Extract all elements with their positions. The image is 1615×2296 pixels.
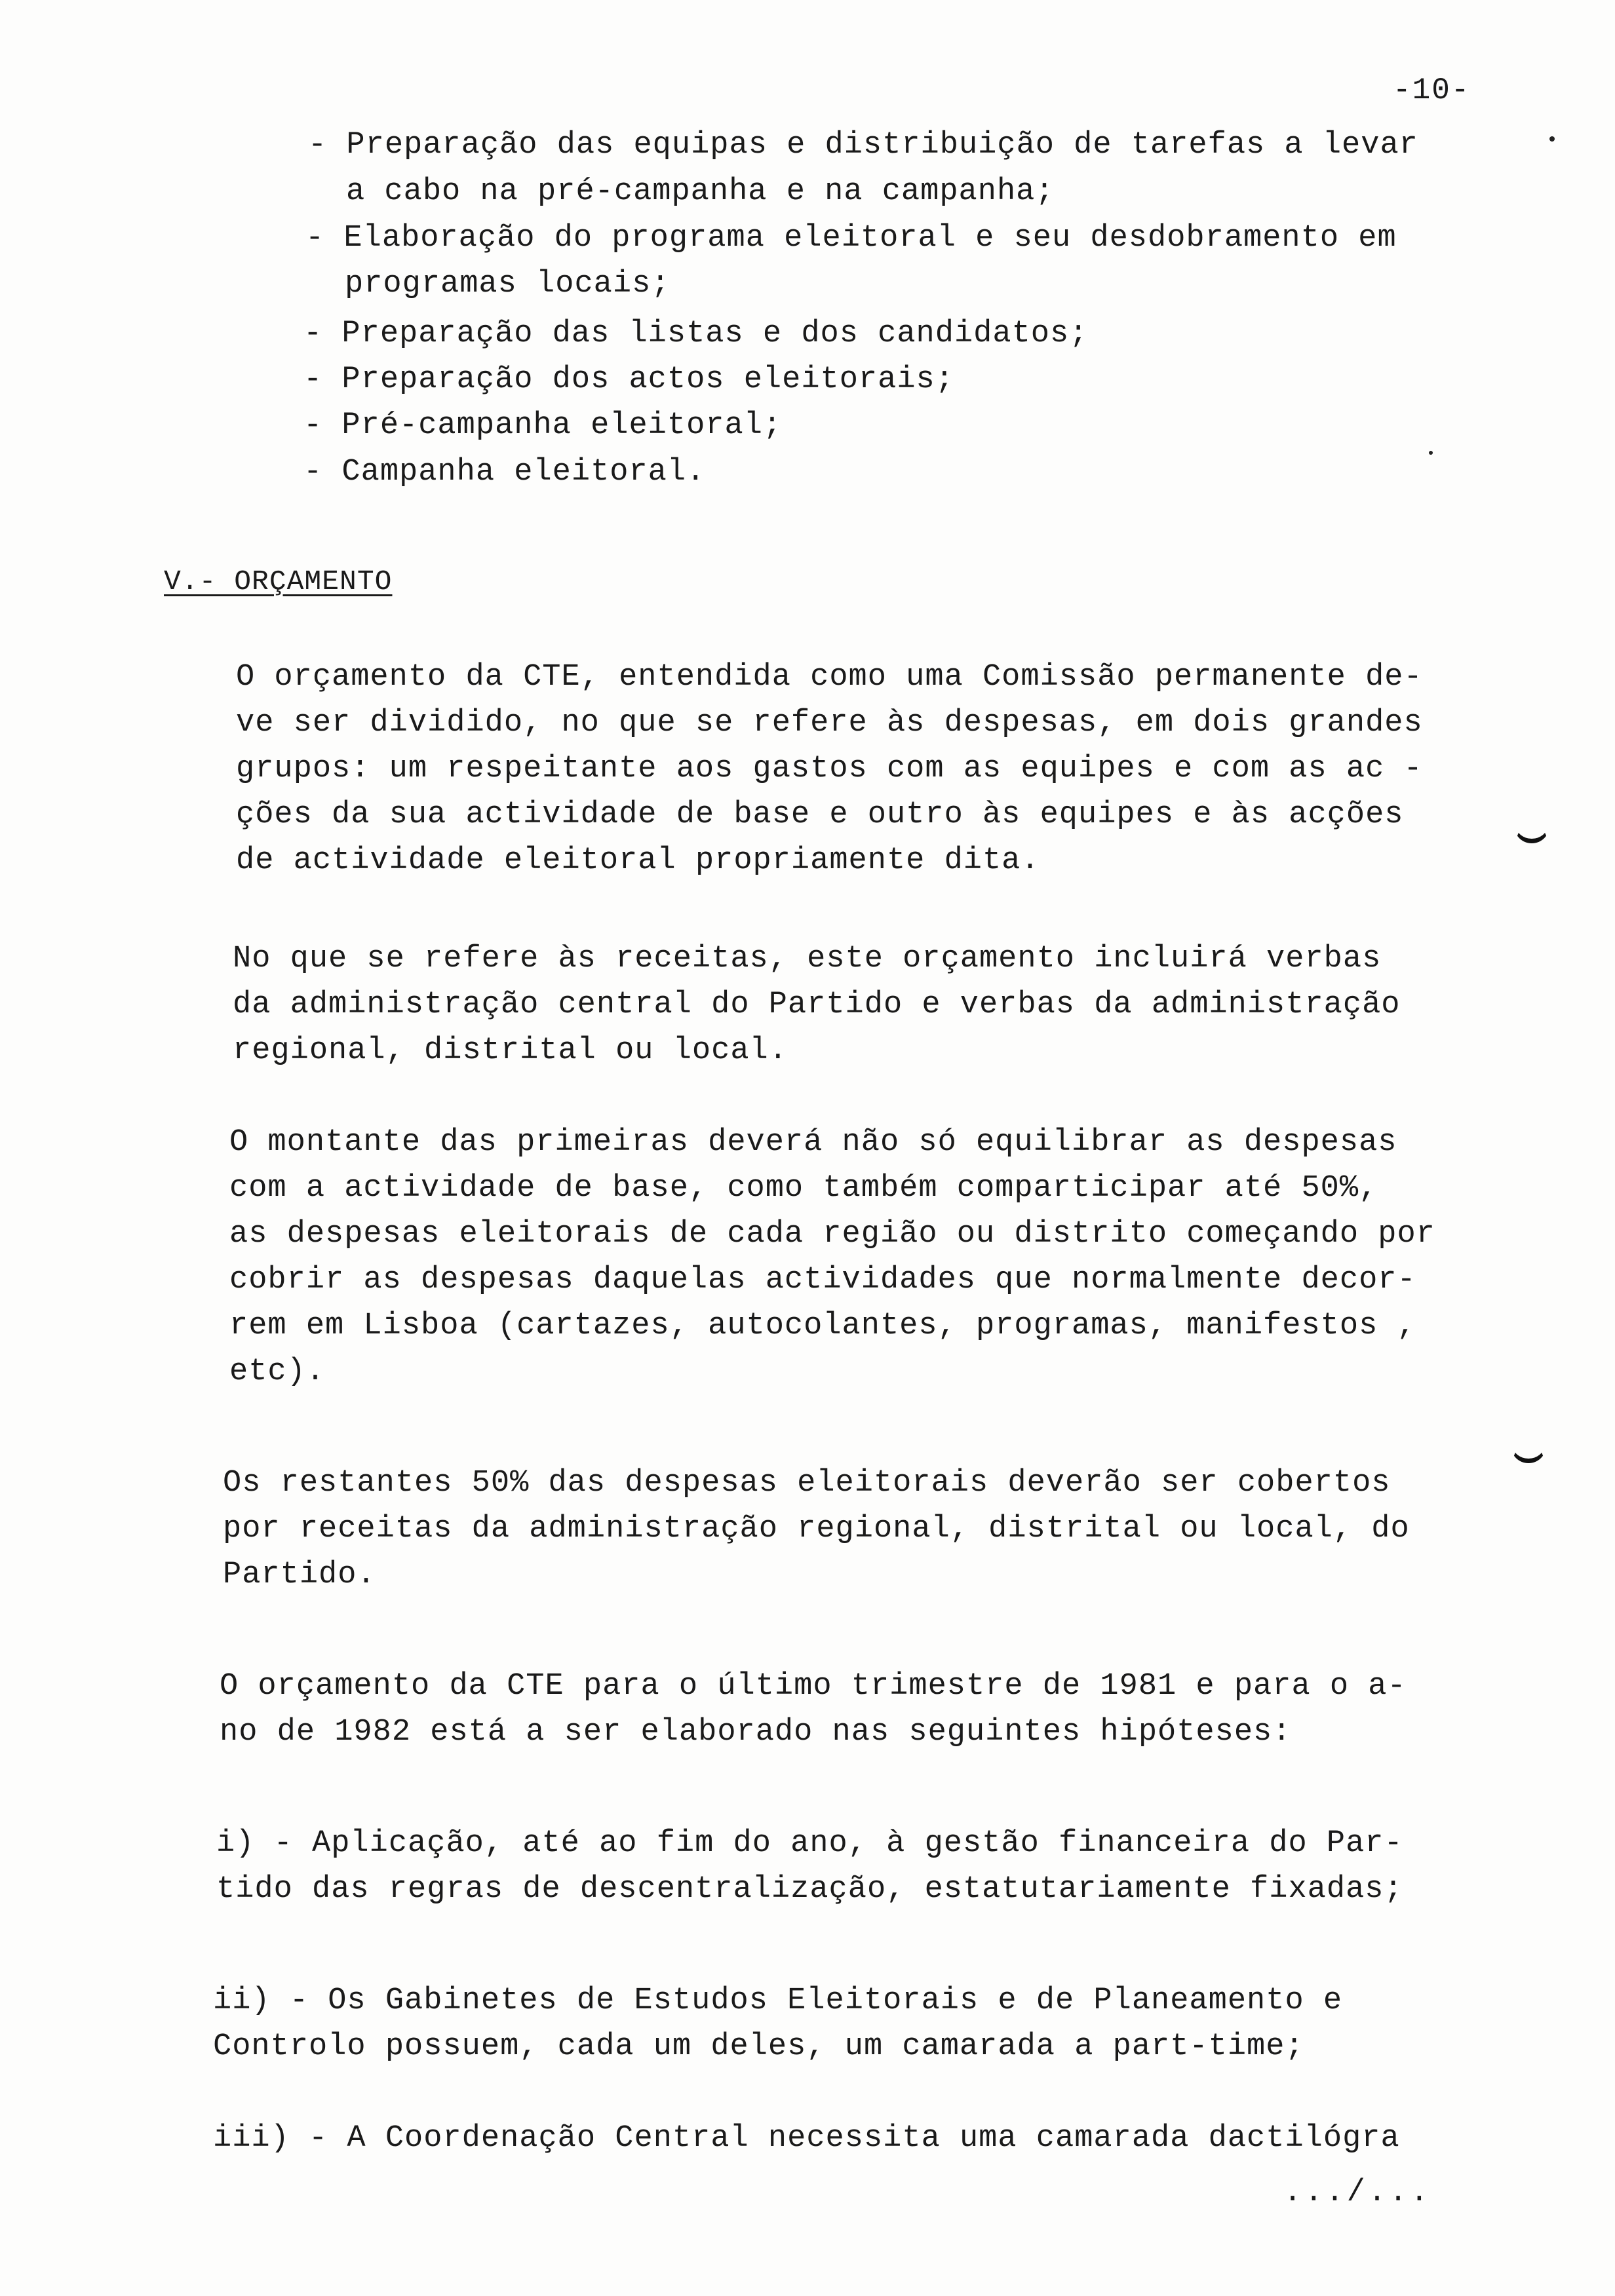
- paragraph5-line-2: no de 1982 está a ser elaborado nas seguintes hipóteses:: [220, 1715, 1292, 1750]
- bullet-line-1: [308, 130, 1465, 161]
- page-number: -10-: [1393, 73, 1471, 107]
- paragraph4-line-3: Partido.: [223, 1558, 376, 1592]
- item-ii-line-2: Controlo possuem, cada um deles, um camarada a part-time;: [213, 2029, 1304, 2064]
- paragraph3-line-4: cobrir as despesas daquelas actividades que normalmente decor-: [229, 1263, 1416, 1297]
- paragraph2-line-1: No que se refere às receitas, este orçamento incluirá verbas: [233, 942, 1382, 976]
- section-heading: V.- ORÇAMENTO: [164, 565, 393, 598]
- paragraph3-line-1: O montante das primeiras deverá não só equilibrar as despesas: [229, 1125, 1397, 1160]
- paragraph3-line-5: rem em Lisboa (cartazes, autocolantes, programas, manifestos ,: [229, 1309, 1416, 1343]
- paragraph1-line-3: grupos: um respeitante aos gastos com as equipes e com as ac -: [236, 752, 1423, 786]
- item-ii-line-1: ii) - Os Gabinetes de Estudos Eleitorais e de Planeamento e: [213, 1983, 1343, 2018]
- bullet-line-6: - Preparação dos actos eleitorais;: [303, 362, 954, 397]
- bullet-line-3: - Elaboração do programa eleitoral e seu desdobramento em: [305, 221, 1397, 256]
- bullet-line-7: - Pré-campanha eleitoral;: [303, 408, 783, 443]
- item-i-line-2: tido das regras de descentralização, estatutariamente fixadas;: [216, 1872, 1403, 1907]
- bullet-text: - Preparação das equipas e distribuição de tarefas a levar: [308, 128, 1418, 163]
- paragraph2-line-2: da administração central do Partido e verbas da administração: [233, 987, 1401, 1022]
- paragraph3-line-3: as despesas eleitorais de cada região ou distrito começando por: [229, 1217, 1435, 1252]
- paragraph1-line-2: ve ser dividido, no que se refere às despesas, em dois grandes: [236, 706, 1423, 740]
- item-iii-line-1: iii) - A Coordenação Central necessita uma camarada dactilógra: [213, 2121, 1400, 2156]
- bullet-line-2: a cabo na pré-campanha e na campanha;: [346, 174, 1055, 209]
- paragraph4-line-1: Os restantes 50% das despesas eleitorais deverão ser cobertos: [223, 1466, 1391, 1501]
- paragraph3-line-2: com a actividade de base, como também comparticipar até 50%,: [229, 1171, 1378, 1206]
- bullet-line-8: - Campanha eleitoral.: [303, 455, 706, 489]
- paragraph1-line-4: ções da sua actividade de base e outro às equipes e às acções: [236, 797, 1404, 832]
- paragraph3-line-6: etc).: [229, 1354, 326, 1389]
- continuation-mark: .../...: [1283, 2175, 1431, 2210]
- bullet-line-5: - Preparação das listas e dos candidatos;: [303, 316, 1089, 351]
- item-i-line-1: i) - Aplicação, até ao fim do ano, à gestão financeira do Par-: [216, 1826, 1403, 1861]
- margin-check-mark-2: [1511, 1443, 1546, 1463]
- paragraph1-line-5: de actividade eleitoral propriamente dita.: [236, 843, 1040, 878]
- paragraph5-line-1: O orçamento da CTE para o último trimestre de 1981 e para o a-: [220, 1669, 1407, 1704]
- margin-check-mark-1: [1514, 823, 1549, 843]
- paragraph1-line-1: O orçamento da CTE, entendida como uma Comissão permanente de-: [236, 660, 1423, 695]
- bullet-line-4: programas locais;: [345, 267, 671, 301]
- margin-dot-2: [1429, 451, 1433, 455]
- margin-dot-1: [1549, 136, 1555, 142]
- paragraph4-line-2: por receitas da administração regional, distrital ou local, do: [223, 1512, 1410, 1546]
- paragraph2-line-3: regional, distrital ou local.: [233, 1033, 788, 1068]
